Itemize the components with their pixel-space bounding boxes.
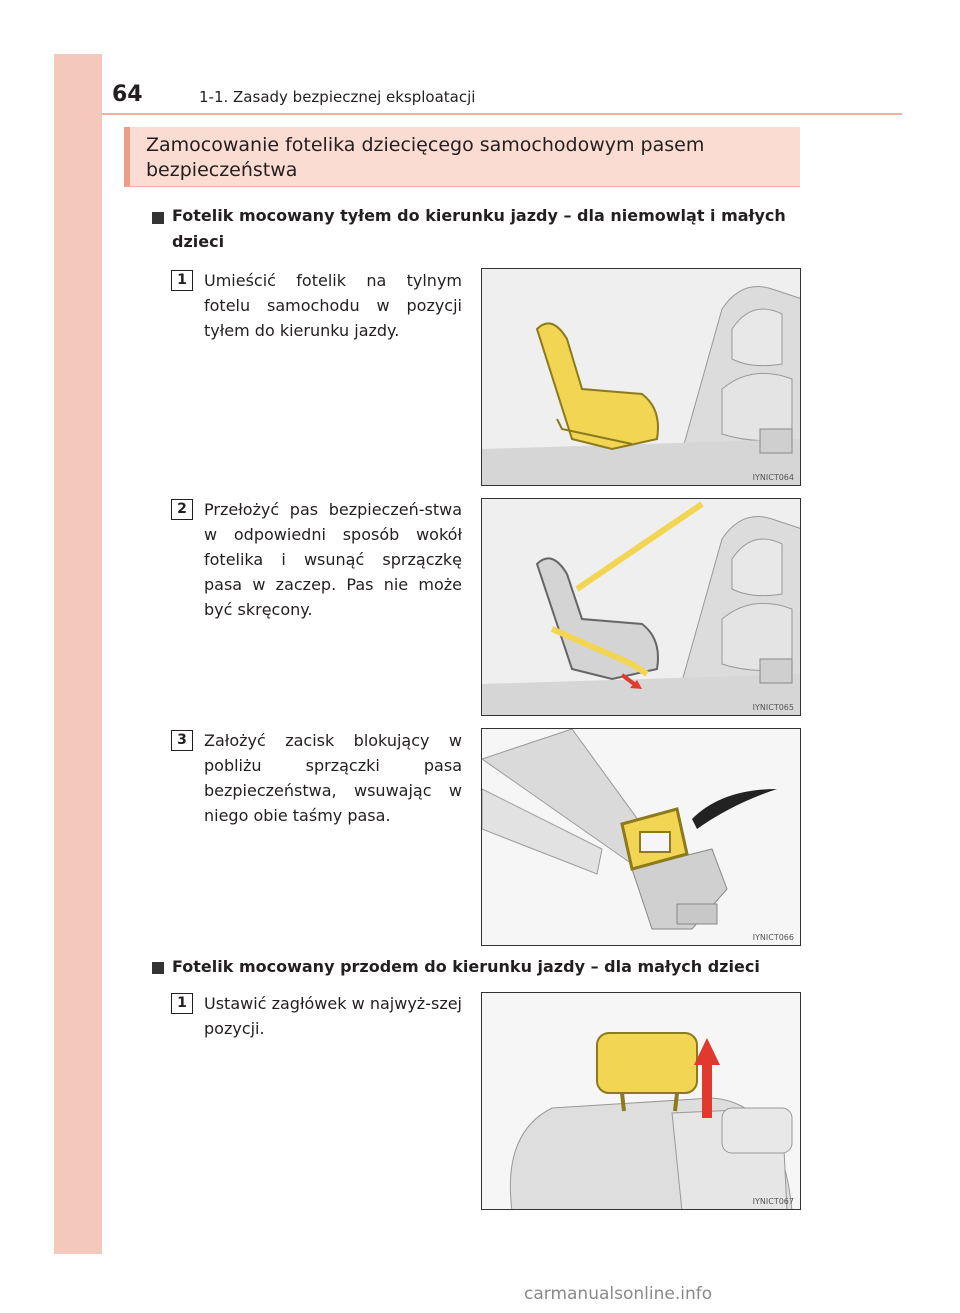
step-text: Założyć zacisk blokujący w pobliżu sprzączki pasa bezpieczeństwa, wsuwając w niego obie taśmy pasa.: [204, 731, 462, 825]
forward-facing-heading: Fotelik mocowany przodem do kierunku jazdy – dla małych dzieci: [172, 957, 760, 976]
chapter-color-band: [54, 54, 102, 1254]
step-number: 2: [171, 499, 193, 520]
step-number: 3: [171, 730, 193, 751]
figure-code: IYNICT067: [752, 1197, 794, 1206]
watermark: carmanualsonline.info: [524, 1284, 713, 1304]
step-text: Przełożyć pas bezpieczeń-stwa w odpowiedni sposób wokół fotelika i wsunąć sprzączkę pasa w zaczep. Pas nie może być skręcony.: [204, 500, 462, 619]
figure-headrest: [481, 992, 801, 1210]
chapter-title: 1-1. Zasady bezpiecznej eksploatacji: [199, 88, 476, 106]
figure-code: IYNICT065: [752, 703, 794, 712]
step-number: 1: [171, 270, 193, 291]
page-number: 64: [112, 82, 143, 107]
figure-code: IYNICT064: [752, 473, 794, 482]
header-divider: [102, 113, 902, 115]
figure-route-belt: [481, 498, 801, 716]
figure-place-seat: [481, 268, 801, 486]
figure-locking-clip: [481, 728, 801, 946]
step-number: 1: [171, 993, 193, 1014]
step-text: Umieścić fotelik na tylnym fotelu samochodu w pozycji tyłem do kierunku jazdy.: [204, 271, 462, 340]
figure-code: IYNICT066: [752, 933, 794, 942]
step-text: Ustawić zagłówek w najwyż-szej pozycji.: [204, 994, 462, 1038]
rear-facing-heading: Fotelik mocowany tyłem do kierunku jazdy – dla niemowląt i małych dzieci: [172, 206, 786, 251]
section-heading: [124, 127, 800, 187]
section-title: Zamocowanie fotelika dziecięcego samochodowym pasem bezpieczeństwa: [146, 134, 705, 181]
